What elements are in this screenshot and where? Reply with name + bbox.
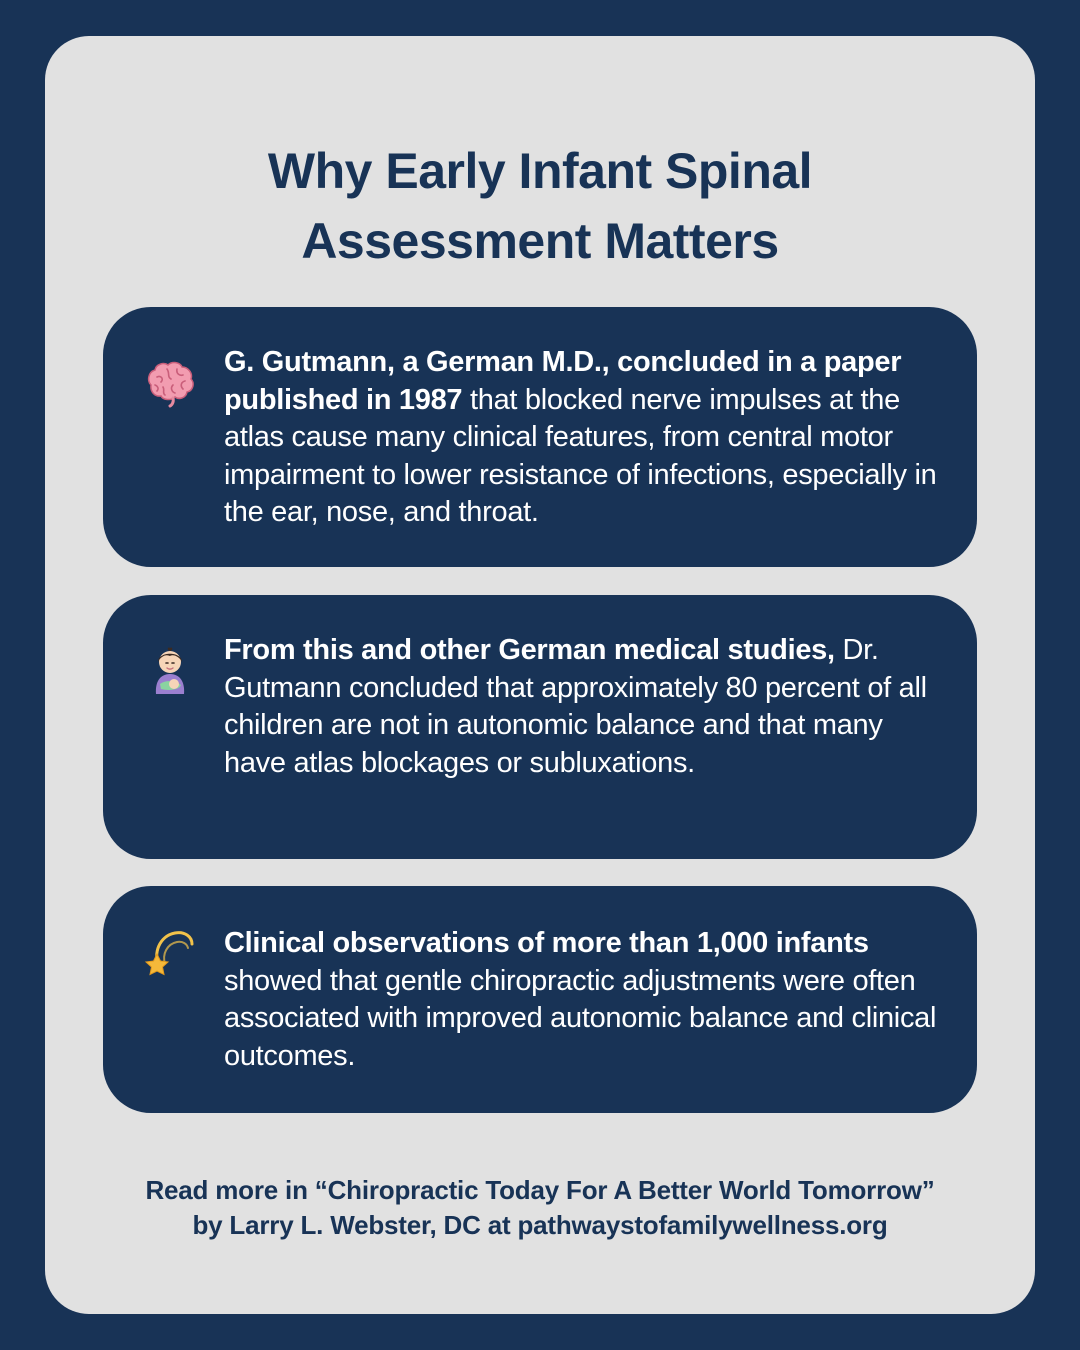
card-text xyxy=(224,925,944,1075)
card-text xyxy=(224,344,944,532)
card-bold-text: G. Gutmann, a German M.D., concluded in a paper published in 1987 xyxy=(224,346,902,416)
title-line-1: Why Early Infant Spinal xyxy=(267,143,813,199)
card-text xyxy=(224,632,944,782)
info-card-clinical-observations xyxy=(103,886,977,1113)
page-title xyxy=(45,136,1035,276)
card-body-text: Dr. Gutmann concluded that approximately 80 percent of all children are not in autonomic balance and that many have atlas blockages or subluxations. xyxy=(224,634,927,779)
mother-holding-baby-icon xyxy=(143,642,197,696)
source-credit-line-2: by Larry L. Webster, DC at pathwaystofamilywellness.org xyxy=(192,1210,888,1240)
info-card-german-studies xyxy=(103,595,977,859)
info-card-gutmann-paper xyxy=(103,307,977,567)
source-credit-line-1: Read more in “Chiropractic Today For A Better World Tomorrow” xyxy=(145,1175,935,1205)
card-body-text: showed that gentle chiropractic adjustments were often associated with improved autonomic balance and clinical outcomes. xyxy=(224,964,937,1072)
title-line-2: Assessment Matters xyxy=(301,213,779,269)
content-panel xyxy=(45,36,1035,1314)
card-body-text: that blocked nerve impulses at the atlas cause many clinical features, from central motor impairment to lower resistance of infections, especially in the ear, nose, and throat. xyxy=(224,383,937,528)
brain-icon xyxy=(143,355,197,409)
card-bold-text: Clinical observations of more than 1,000 infants xyxy=(224,927,869,959)
card-bold-text: From this and other German medical studies, xyxy=(224,634,835,666)
source-credit xyxy=(45,1173,1035,1243)
shooting-star-icon xyxy=(143,924,197,978)
